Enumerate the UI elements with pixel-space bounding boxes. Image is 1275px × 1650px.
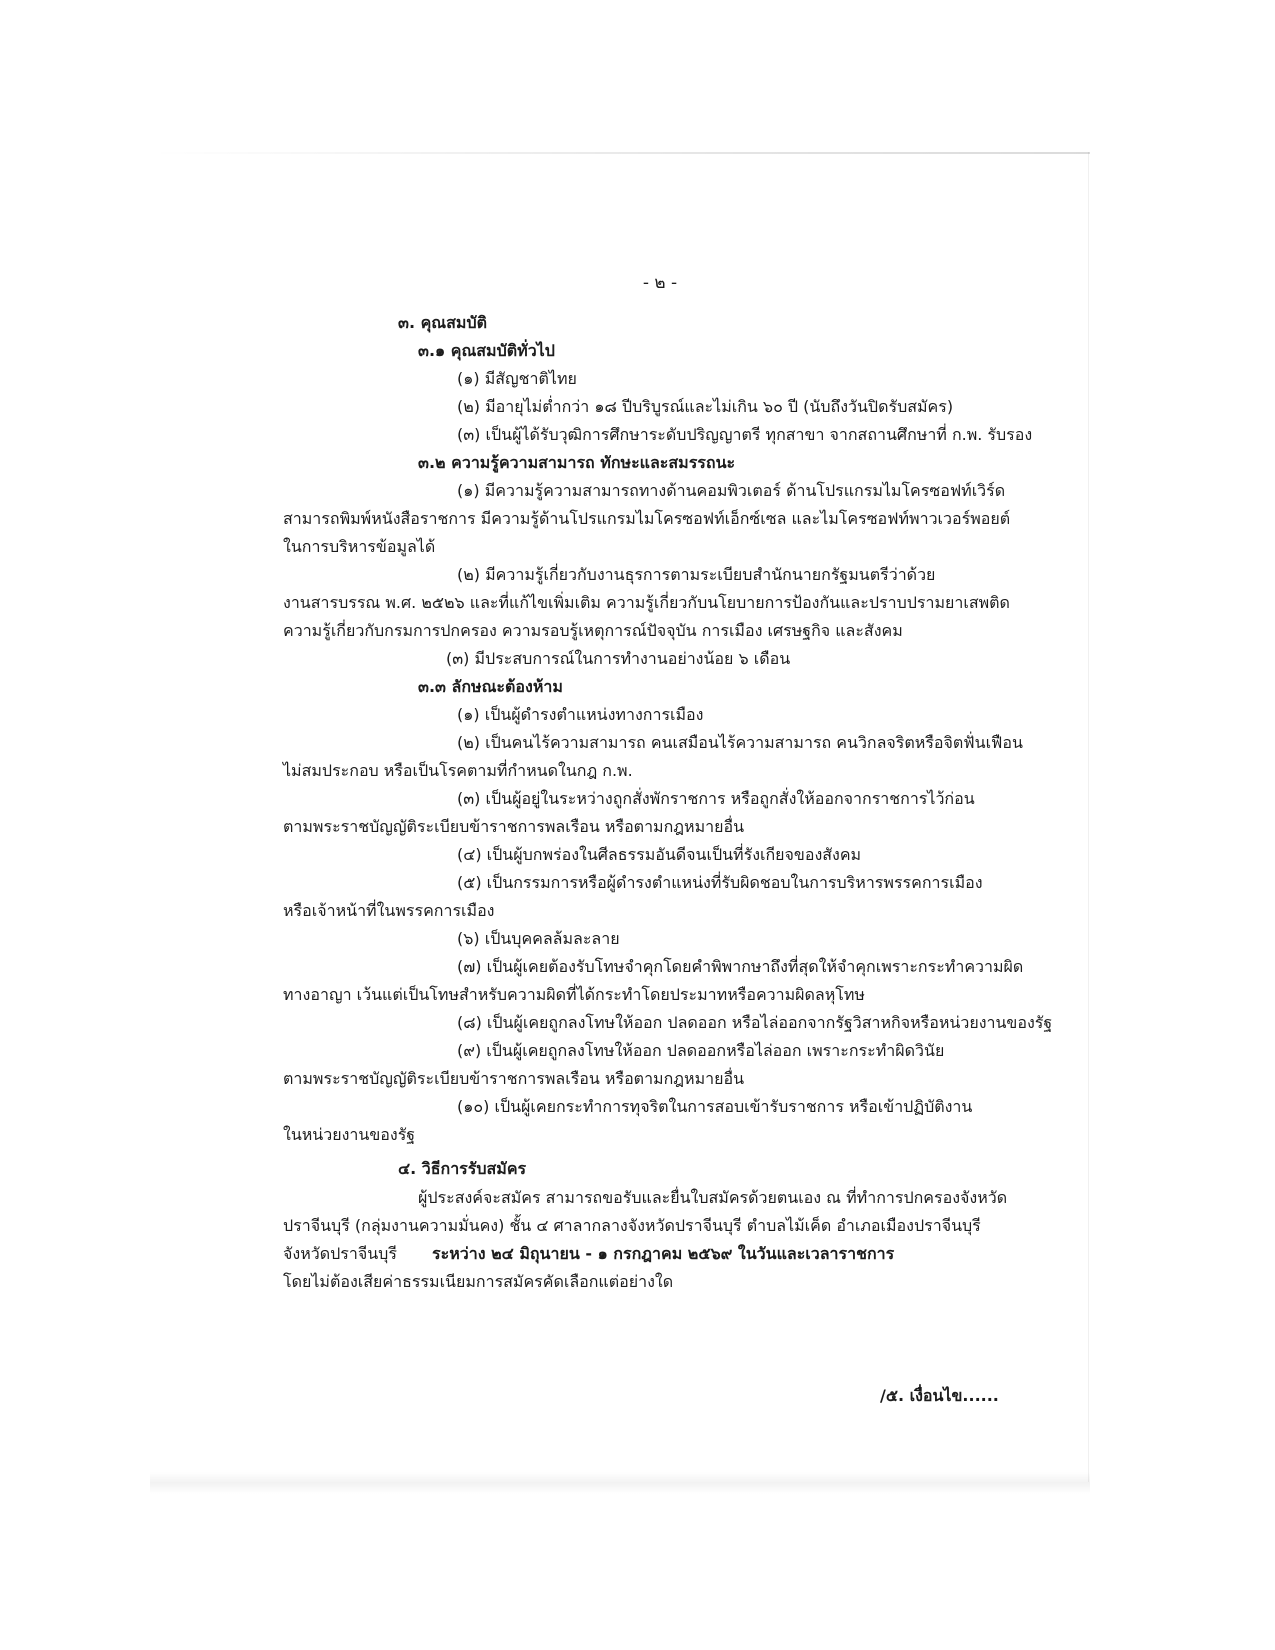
- skill-item-continuation: ในการบริหารข้อมูลได้: [283, 537, 436, 556]
- prohibition-item-continuation: ตามพระราชบัญญัติระเบียบข้าราชการพลเรือน หรือตามกฎหมายอื่น: [283, 1069, 745, 1088]
- scan-bottom-band: [150, 1472, 1090, 1494]
- qualification-item: (๒) มีอายุไม่ต่ำกว่า ๑๘ ปีบริบูรณ์และไม่เกิน ๖๐ ปี (นับถึงวันปิดรับสมัคร): [457, 397, 954, 416]
- skill-item-continuation: งานสารบรรณ พ.ศ. ๒๕๒๖ และที่แก้ไขเพิ่มเติม ความรู้เกี่ยวกับนโยบายการป้องกันและปราบปรามยาเสพติด: [283, 593, 1010, 612]
- section-3-2-heading: ๓.๒ ความรู้ความสามารถ ทักษะและสมรรถนะ: [418, 453, 736, 472]
- prohibition-item: (๒) เป็นคนไร้ความสามารถ คนเสมือนไร้ความสามารถ คนวิกลจริตหรือจิตฟั่นเฟือน: [457, 733, 1023, 752]
- section-4-heading: ๔. วิธีการรับสมัคร: [398, 1159, 527, 1178]
- scan-edge-right: [1088, 152, 1089, 1482]
- prohibition-item: (๓) เป็นผู้อยู่ในระหว่างถูกสั่งพักราชการ หรือถูกสั่งให้ออกจากราชการไว้ก่อน: [457, 789, 975, 808]
- application-period: ระหว่าง ๒๔ มิถุนายน - ๑ กรกฎาคม ๒๕๖๙ ในวันและเวลาราชการ: [432, 1244, 895, 1263]
- application-paragraph: จังหวัดปราจีนบุรี: [283, 1244, 397, 1263]
- prohibition-item-continuation: ไม่สมประกอบ หรือเป็นโรคตามที่กำหนดในกฎ ก.พ.: [283, 761, 633, 780]
- prohibition-item-continuation: ตามพระราชบัญญัติระเบียบข้าราชการพลเรือน หรือตามกฎหมายอื่น: [283, 817, 745, 836]
- section-3-3-heading: ๓.๓ ลักษณะต้องห้าม: [418, 677, 563, 696]
- skill-item: (๑) มีความรู้ความสามารถทางด้านคอมพิวเตอร์ ด้านโปรแกรมไมโครซอฟท์เวิร์ด: [457, 481, 1006, 500]
- skill-item: (๒) มีความรู้เกี่ยวกับงานธุรการตามระเบียบสำนักนายกรัฐมนตรีว่าด้วย: [457, 565, 936, 584]
- next-page-reference: /๕. เงื่อนไข......: [880, 1386, 999, 1405]
- qualification-item: (๑) มีสัญชาติไทย: [457, 369, 577, 388]
- skill-item-continuation: ความรู้เกี่ยวกับกรมการปกครอง ความรอบรู้เหตุการณ์ปัจจุบัน การเมือง เศรษฐกิจ และสังคม: [283, 621, 903, 640]
- section-3-1-heading: ๓.๑ คุณสมบัติทั่วไป: [418, 341, 555, 360]
- section-3-heading: ๓. คุณสมบัติ: [398, 313, 487, 332]
- page-number: - ๒ -: [642, 273, 678, 293]
- prohibition-item: (๖) เป็นบุคคลล้มละลาย: [457, 929, 620, 948]
- prohibition-item: (๘) เป็นผู้เคยถูกลงโทษให้ออก ปลดออก หรือไล่ออกจากรัฐวิสาหกิจหรือหน่วยงานของรัฐ: [457, 1013, 1053, 1032]
- prohibition-item-continuation: ทางอาญา เว้นแต่เป็นโทษสำหรับความผิดที่ได้กระทำโดยประมาทหรือความผิดลหุโทษ: [283, 985, 865, 1004]
- skill-item: (๓) มีประสบการณ์ในการทำงานอย่างน้อย ๖ เดือน: [446, 649, 791, 668]
- application-paragraph: ผู้ประสงค์จะสมัคร สามารถขอรับและยื่นใบสมัครด้วยตนเอง ณ ที่ทำการปกครองจังหวัด: [418, 1188, 1008, 1207]
- prohibition-item: (๑๐) เป็นผู้เคยกระทำการทุจริตในการสอบเข้ารับราชการ หรือเข้าปฏิบัติงาน: [457, 1097, 973, 1116]
- skill-item-continuation: สามารถพิมพ์หนังสือราชการ มีความรู้ด้านโปรแกรมไมโครซอฟท์เอ็กซ์เซล และไมโครซอฟท์พาวเวอร์พอยต์: [283, 509, 1011, 528]
- scan-edge-top: [150, 152, 1090, 154]
- prohibition-item: (๗) เป็นผู้เคยต้องรับโทษจำคุกโดยคำพิพากษาถึงที่สุดให้จำคุกเพราะกระทำความผิด: [457, 957, 1024, 976]
- application-paragraph: โดยไม่ต้องเสียค่าธรรมเนียมการสมัครคัดเลือกแต่อย่างใด: [283, 1272, 674, 1291]
- prohibition-item: (๕) เป็นกรรมการหรือผู้ดำรงตำแหน่งที่รับผิดชอบในการบริหารพรรคการเมือง: [457, 873, 983, 892]
- prohibition-item-continuation: ในหน่วยงานของรัฐ: [283, 1125, 416, 1144]
- application-paragraph: ปราจีนบุรี (กลุ่มงานความมั่นคง) ชั้น ๔ ศาลากลางจังหวัดปราจีนบุรี ตำบลไม้เค็ด อำเภอเมืองปราจีนบุรี: [283, 1216, 981, 1235]
- prohibition-item: (๑) เป็นผู้ดำรงตำแหน่งทางการเมือง: [457, 705, 704, 724]
- qualification-item: (๓) เป็นผู้ได้รับวุฒิการศึกษาระดับปริญญาตรี ทุกสาขา จากสถานศึกษาที่ ก.พ. รับรอง: [457, 425, 1033, 444]
- prohibition-item-continuation: หรือเจ้าหน้าที่ในพรรคการเมือง: [283, 901, 495, 920]
- prohibition-item: (๙) เป็นผู้เคยถูกลงโทษให้ออก ปลดออกหรือไล่ออก เพราะกระทำผิดวินัย: [457, 1041, 945, 1060]
- prohibition-item: (๔) เป็นผู้บกพร่องในศีลธรรมอันดีจนเป็นที่รังเกียจของสังคม: [457, 845, 862, 864]
